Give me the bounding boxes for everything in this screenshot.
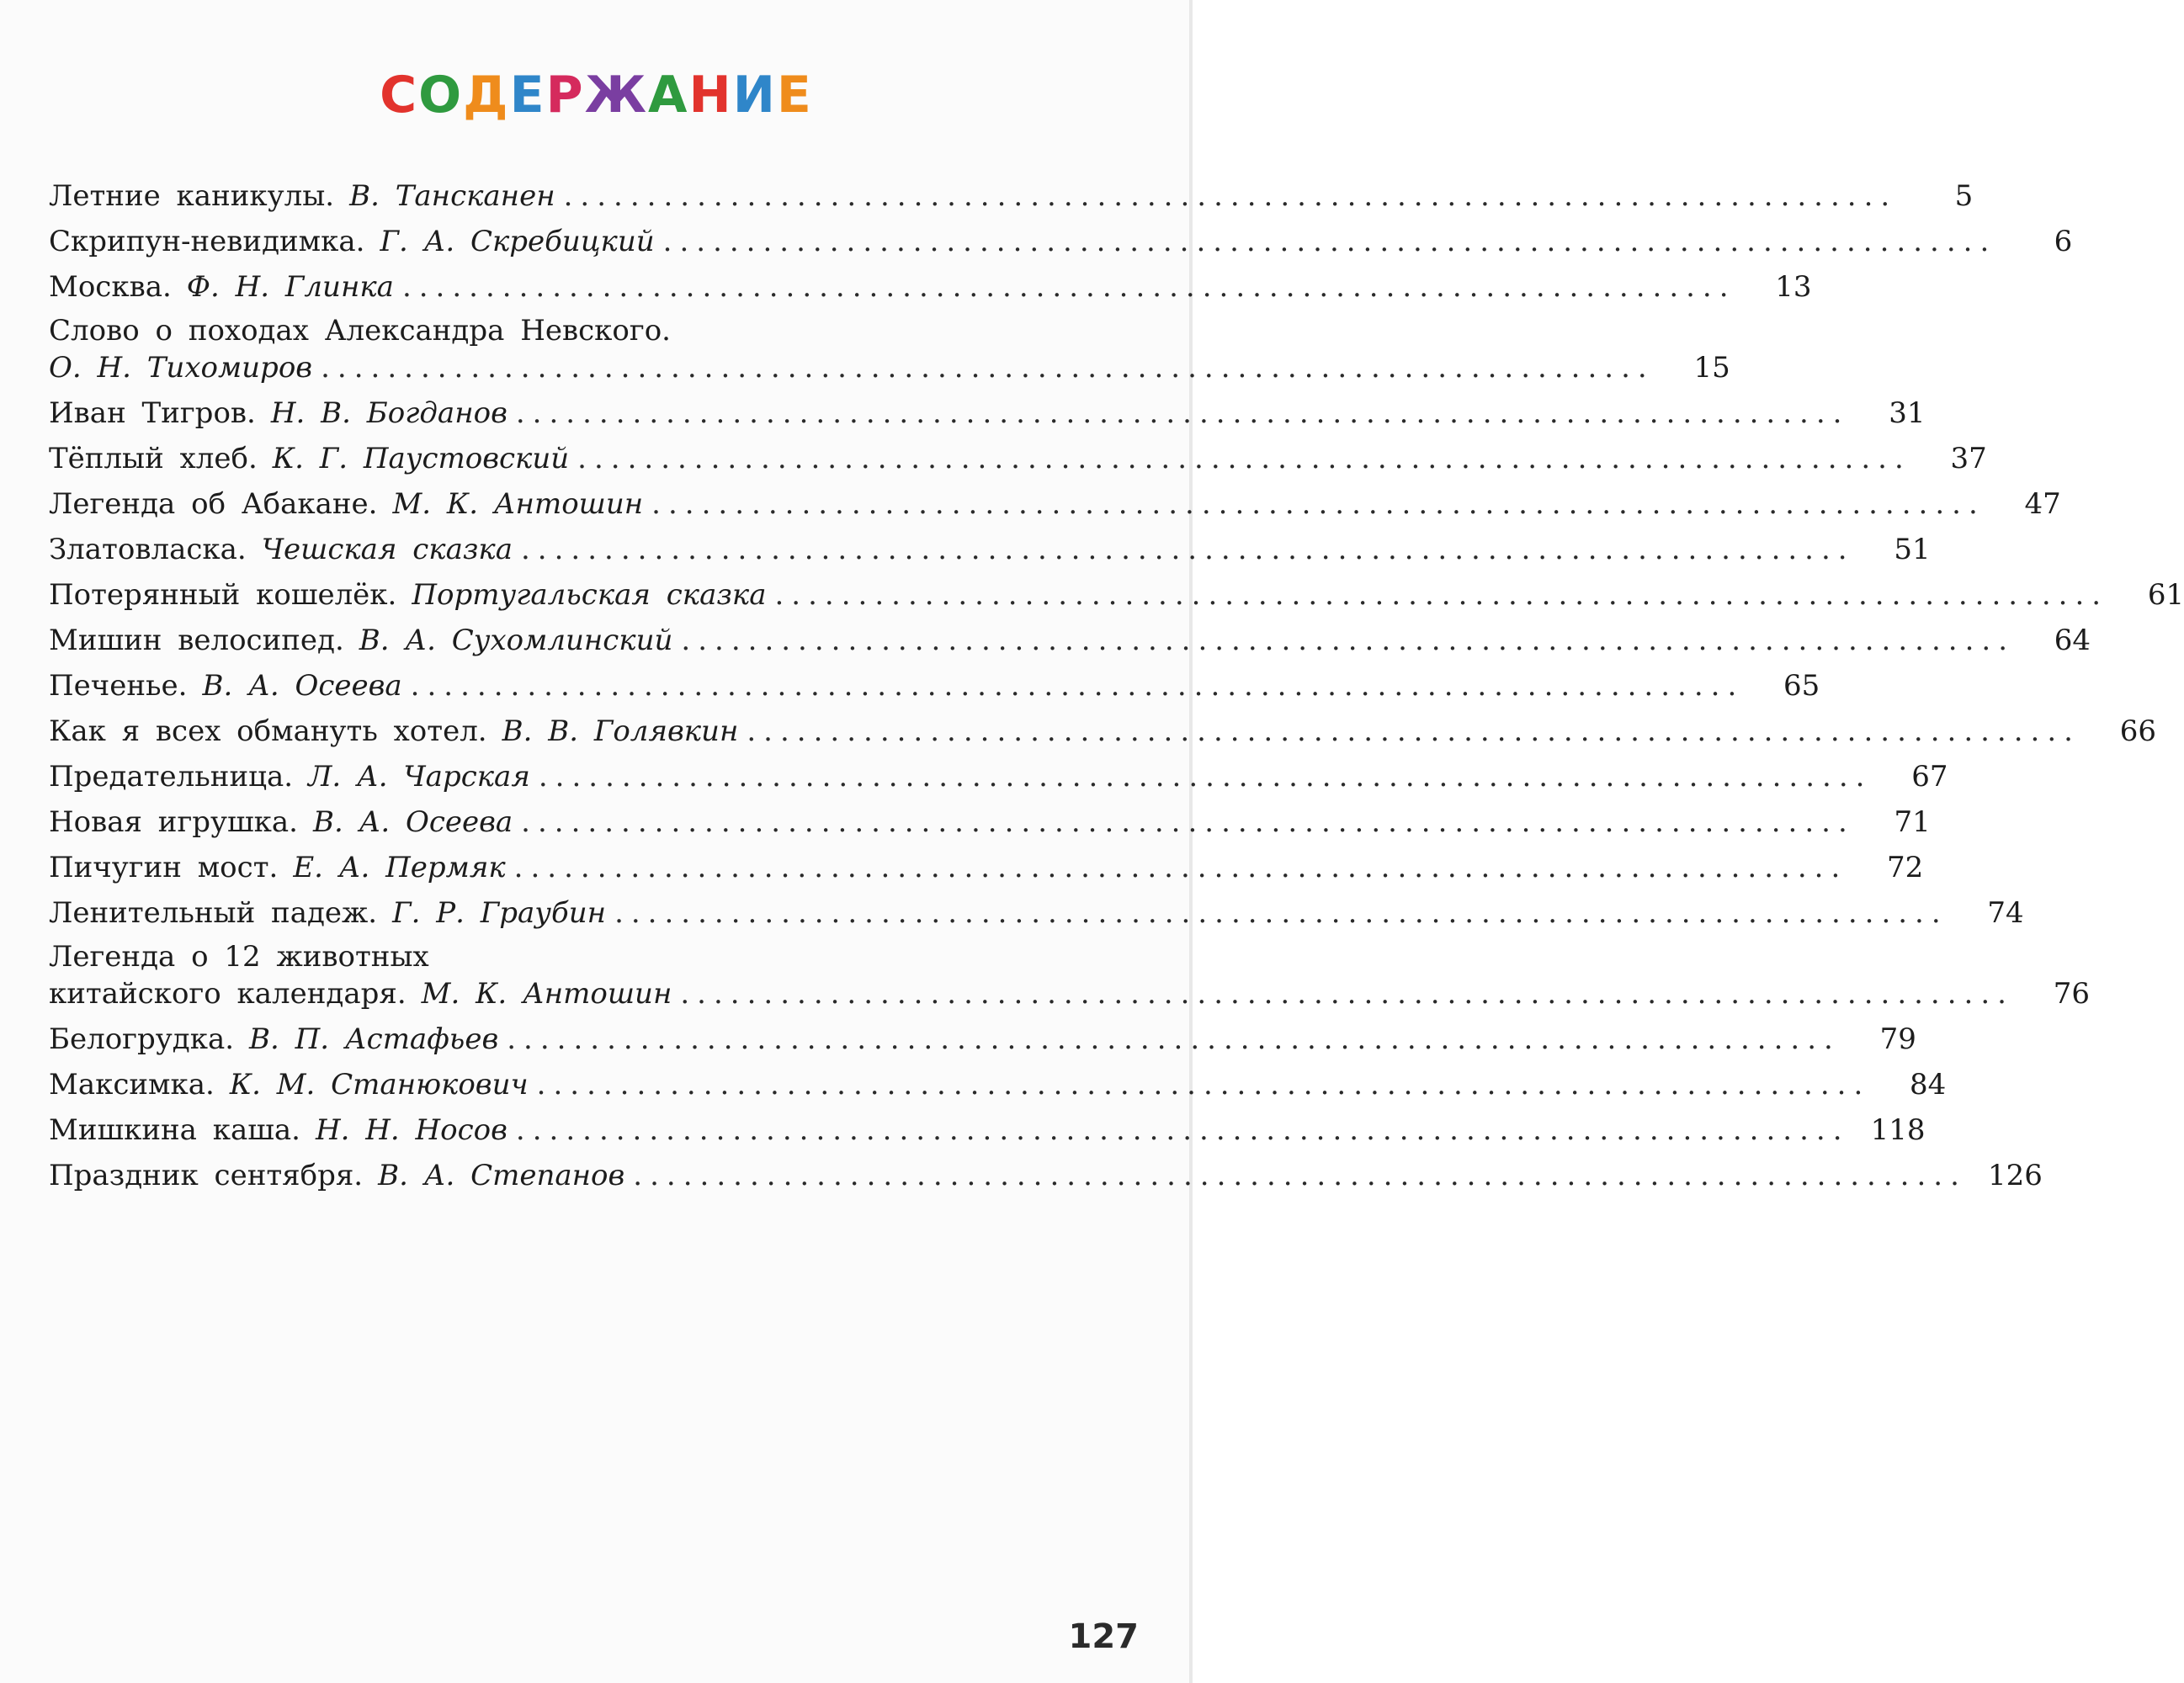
title-letter: С: [380, 66, 419, 125]
entry-title: Скрипун-невидимка.: [49, 225, 365, 258]
dot-leader: ................................................................................: [747, 714, 2080, 748]
entry-page-number: 74: [1987, 896, 2024, 930]
entry-title: Ленительный падеж.: [49, 896, 378, 930]
entry-author: В. В. Голявкин: [502, 714, 739, 748]
toc-entry: [49, 703, 2156, 749]
title-letter: Р: [545, 66, 585, 125]
dot-leader: ................................................................................: [536, 1068, 1871, 1102]
entry-page-number: 72: [1887, 851, 1924, 884]
toc-entry: [49, 931, 2090, 1011]
entry-author: Португальская сказка: [412, 578, 767, 612]
dot-leader: ................................................................................: [680, 977, 2014, 1011]
entry-author: В. Тансканен: [349, 179, 555, 213]
entry-page-number: 15: [1693, 351, 1730, 385]
entry-page-number: 31: [1889, 396, 1926, 430]
entry-title: Печенье.: [49, 669, 188, 703]
entry-title: Слово о походах Александра Невского.: [49, 314, 671, 348]
title-letter: Е: [509, 66, 546, 125]
entry-author: О. Н. Тихомиров: [49, 351, 313, 385]
dot-leader: ................................................................................: [633, 1159, 1967, 1192]
title-letter: О: [418, 66, 464, 125]
dot-leader: ................................................................................: [681, 624, 2016, 657]
entry-page-number: 79: [1879, 1022, 1916, 1056]
entry-page-number: 6: [2054, 225, 2073, 258]
dot-leader: ................................................................................: [401, 270, 1736, 304]
dot-leader: ................................................................................: [538, 760, 1873, 794]
dot-leader: ................................................................................: [614, 896, 1948, 930]
entry-page-number: 84: [1909, 1068, 1947, 1102]
toc-entry: [49, 749, 1948, 794]
toc-entry: [49, 658, 1820, 703]
entry-page-number: 5: [1954, 179, 1974, 213]
title-letter: Н: [688, 66, 733, 125]
entry-author: Чешская сказка: [261, 533, 513, 566]
dot-leader: ................................................................................: [521, 805, 1855, 839]
dot-leader: ................................................................................: [321, 351, 1655, 385]
toc-entry: [49, 259, 1812, 305]
table-of-contents: [49, 168, 2184, 1193]
toc-entry: [49, 1057, 1947, 1102]
toc-entry: [49, 431, 1987, 476]
entry-page-number: 51: [1894, 533, 1931, 566]
title-letter: Е: [776, 66, 813, 125]
toc-entry: [49, 522, 1931, 567]
entry-page-number: 76: [2053, 977, 2090, 1011]
dot-leader: ................................................................................: [410, 669, 1745, 703]
dot-leader: ................................................................................: [515, 1113, 1850, 1147]
entry-title: Летние каникулы.: [49, 179, 335, 213]
entry-title: Пичугин мост.: [49, 851, 279, 884]
title-letter: Д: [463, 66, 510, 125]
entry-author: Ф. Н. Глинка: [186, 270, 394, 304]
entry-page-number: 126: [1988, 1159, 2043, 1192]
entry-author: В. А. Осеева: [312, 805, 513, 839]
entry-title: Иван Тигров.: [49, 396, 256, 430]
entry-page-number: 64: [2054, 624, 2091, 657]
entry-author: К. Г. Паустовский: [272, 442, 570, 475]
entry-author: В. А. Сухомлинский: [359, 624, 673, 657]
entry-page-number: 66: [2119, 714, 2156, 748]
dot-leader: ................................................................................: [577, 442, 1911, 475]
dot-leader: ................................................................................: [563, 179, 1898, 213]
toc-entry: [49, 1102, 1926, 1148]
entry-title: Мишкина каша.: [49, 1113, 300, 1147]
entry-author: М. К. Антошин: [421, 977, 672, 1011]
entry-title: Тёплый хлеб.: [49, 442, 258, 475]
toc-entry: [49, 168, 1974, 214]
toc-entry: [49, 567, 2184, 613]
dot-leader: ................................................................................: [513, 851, 1848, 884]
toc-entry: [49, 840, 1924, 885]
toc-entry: [49, 385, 1926, 431]
entry-page-number: 65: [1783, 669, 1820, 703]
toc-entry: [49, 885, 2024, 931]
dot-leader: ................................................................................: [515, 396, 1850, 430]
entry-author: Н. В. Богданов: [270, 396, 507, 430]
entry-title: Мишин велосипед.: [49, 624, 344, 657]
toc-entry: [49, 1011, 1916, 1057]
entry-page-number: 67: [1911, 760, 1948, 794]
page-number: 127: [1068, 1617, 1139, 1656]
entry-page-number: 61: [2147, 578, 2184, 612]
entry-author: Н. Н. Носов: [315, 1113, 507, 1147]
dot-leader: ................................................................................: [662, 225, 1997, 258]
toc-entry: [49, 305, 1730, 385]
entry-author: М. К. Антошин: [392, 487, 644, 521]
dot-leader: ................................................................................: [774, 578, 2109, 612]
entry-page-number: 118: [1870, 1113, 1926, 1147]
entry-page-number: 13: [1775, 270, 1812, 304]
entry-title: Златовласка.: [49, 533, 247, 566]
toc-entry: [49, 476, 2061, 522]
entry-author: Г. Р. Граубин: [392, 896, 607, 930]
entry-title: Легенда об Абакане.: [49, 487, 378, 521]
entry-title: Праздник сентября.: [49, 1159, 364, 1192]
dot-leader: ................................................................................: [507, 1022, 1841, 1056]
entry-author: В. А. Осеева: [202, 669, 402, 703]
toc-entry: [49, 794, 1931, 840]
toc-entry: [49, 214, 2073, 259]
entry-page-number: 47: [2024, 487, 2061, 521]
entry-title: Как я всех обмануть хотел.: [49, 714, 487, 748]
entry-author: В. П. Астафьев: [249, 1022, 499, 1056]
entry-page-number: 37: [1950, 442, 1987, 475]
entry-author: В. А. Степанов: [378, 1159, 625, 1192]
entry-author: Е. А. Пермяк: [293, 851, 506, 884]
entry-title: Максимка.: [49, 1068, 215, 1102]
entry-page-number: 71: [1894, 805, 1931, 839]
entry-author: Г. А. Скребицкий: [380, 225, 655, 258]
toc-entry: [49, 613, 2091, 658]
entry-author: К. М. Станюкович: [229, 1068, 529, 1102]
entry-title: китайского календаря.: [49, 977, 407, 1011]
entry-author: Л. А. Чарская: [308, 760, 530, 794]
dot-leader: ................................................................................: [651, 487, 1985, 521]
entry-title: Потерянный кошелёк.: [49, 578, 397, 612]
dot-leader: ................................................................................: [521, 533, 1855, 566]
title-letter: Ж: [584, 66, 649, 125]
title-letter: А: [648, 66, 689, 125]
toc-entry: [49, 1148, 2043, 1193]
entry-title: Новая игрушка.: [49, 805, 298, 839]
page-title: [0, 66, 1193, 125]
entry-title: Москва.: [49, 270, 172, 304]
title-letter: И: [732, 66, 777, 125]
entry-title: Белогрудка.: [49, 1022, 235, 1056]
entry-title: Предательница.: [49, 760, 294, 794]
entry-title: Легенда о 12 животных: [49, 940, 429, 974]
